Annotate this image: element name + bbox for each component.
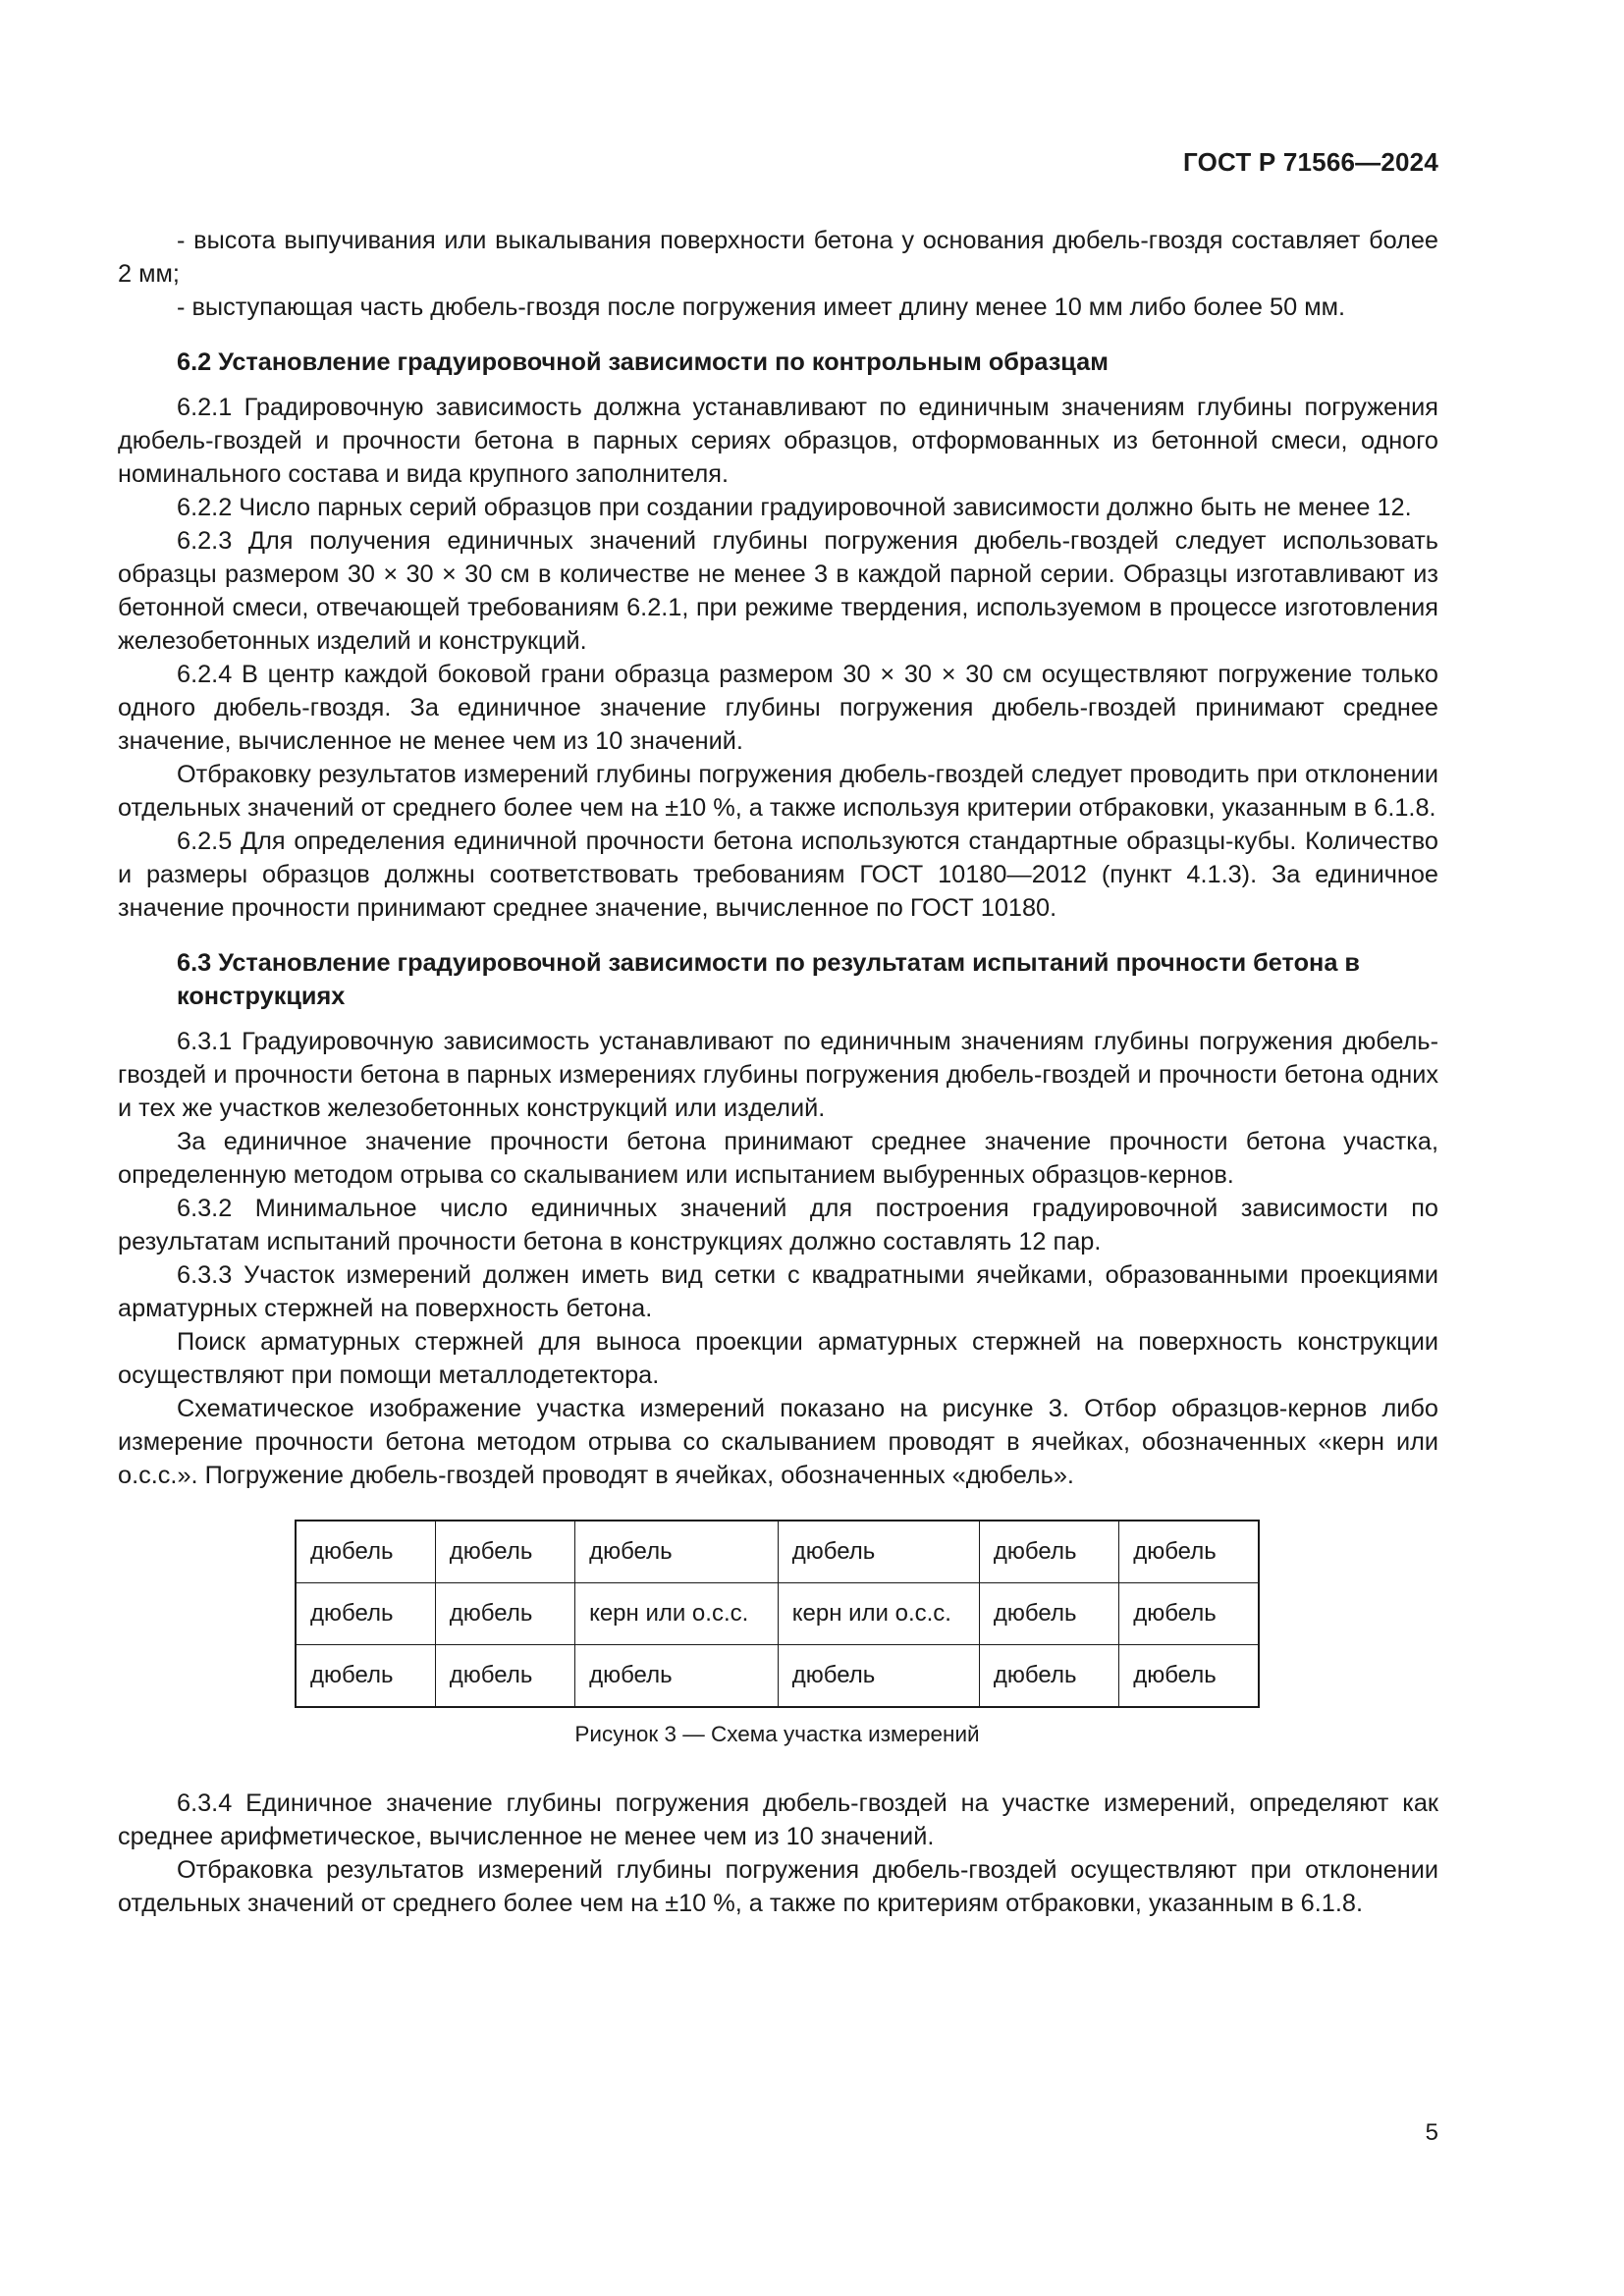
intro-item: - выступающая часть дюбель-гвоздя после погружения имеет длину менее 10 мм либо более 50 мм.	[177, 294, 1346, 321]
page-content	[118, 224, 1438, 1920]
paragraph-6-3-3: 6.3.3 Участок измерений должен иметь вид сетки с квадратными ячейками, образованными проекциями арматурных стержней на поверхность бетона.	[118, 1261, 1438, 1322]
grid-cell: дюбель	[296, 1645, 435, 1708]
paragraph-strength-value: За единичное значение прочности бетона принимают среднее значение прочности бетона участка, определенную методом отрыва со скалыванием или испытанием выбуренных образцов-кернов.	[118, 1128, 1438, 1189]
paragraph-rebar-search: Поиск арматурных стержней для выноса проекции арматурных стержней на поверхность конструкции осуществляют при помощи металлодетектора.	[118, 1328, 1438, 1389]
grid-cell: дюбель	[1119, 1583, 1259, 1645]
paragraph-6-2-5: 6.2.5 Для определения единичной прочности бетона используются стандартные образцы-кубы. Количество и размеры образцов должны соответствовать требованиям ГОСТ 10180—2012 (пункт 4.1.3). За единичное значение прочности принимают среднее значение, вычисленное по ГОСТ 10180.	[118, 828, 1438, 922]
paragraph-6-3-2: 6.3.2 Минимальное число единичных значений для построения градуировочной зависимости по результатам испытаний прочности бетона в конструкциях должно составлять 12 пар.	[118, 1195, 1438, 1255]
intro-item: - высота выпучивания или выкалывания поверхности бетона у основания дюбель-гвоздя составляет более 2 мм;	[118, 227, 1438, 288]
grid-cell: дюбель	[778, 1521, 979, 1583]
grid-cell: дюбель	[778, 1645, 979, 1708]
measurement-area-grid	[295, 1520, 1260, 1708]
grid-cell: дюбель	[435, 1521, 574, 1583]
grid-cell: дюбель	[296, 1521, 435, 1583]
figure-3	[295, 1520, 1260, 1747]
paragraph-6-3-1: 6.3.1 Градуировочную зависимость устанавливают по единичным значениям глубины погружения дюбель-гвоздей и прочности бетона в парных измерениях глубины погружения дюбель-гвоздей и прочности бетона одних и тех же участков железобетонных конструкций или изделий.	[118, 1028, 1438, 1122]
paragraph-6-3-4: 6.3.4 Единичное значение глубины погружения дюбель-гвоздей на участке измерений, определяют как среднее арифметическое, вычисленное не менее чем из 10 значений.	[118, 1789, 1438, 1850]
grid-cell: керн или о.с.с.	[778, 1583, 979, 1645]
grid-cell: дюбель	[296, 1583, 435, 1645]
grid-cell: дюбель	[1119, 1521, 1259, 1583]
section-6-3-title: 6.3 Установление градуировочной зависимости по результатам испытаний прочности бетона в конструкциях	[177, 949, 1360, 1010]
paragraph-schematic: Схематическое изображение участка измерений показано на рисунке 3. Отбор образцов-кернов либо измерение прочности бетона методом отрыва со скалыванием проводят в ячейках, обозначенных «керн или о.с.с.». Погружение дюбель-гвоздей проводят в ячейках, обозначенных «дюбель».	[118, 1395, 1438, 1489]
paragraph-6-2-4: 6.2.4 В центр каждой боковой грани образца размером 30 × 30 × 30 см осуществляют погружение только одного дюбель-гвоздя. За единичное значение глубины погружения дюбель-гвоздей принимают среднее значение, вычисленное не менее чем из 10 значений.	[118, 661, 1438, 755]
grid-cell: дюбель	[575, 1645, 779, 1708]
grid-cell: дюбель	[575, 1521, 779, 1583]
paragraph-6-2-3: 6.2.3 Для получения единичных значений глубины погружения дюбель-гвоздей следует использовать образцы размером 30 × 30 × 30 см в количестве не менее 3 в каждой парной серии. Образцы изготавливают из бетонной смеси, отвечающей требованиям 6.2.1, при режиме твердения, используемом в процессе изготовления железобетонных изделий и конструкций.	[118, 527, 1438, 655]
document-code: ГОСТ Р 71566—2024	[1183, 147, 1438, 177]
figure-caption: Рисунок 3 — Схема участка измерений	[574, 1722, 980, 1746]
grid-row	[296, 1645, 1259, 1708]
grid-cell: дюбель	[979, 1645, 1118, 1708]
grid-cell: дюбель	[435, 1645, 574, 1708]
grid-cell: дюбель	[1119, 1645, 1259, 1708]
grid-cell: керн или о.с.с.	[575, 1583, 779, 1645]
grid-row	[296, 1521, 1259, 1583]
paragraph-rejection-final: Отбраковка результатов измерений глубины погружения дюбель-гвоздей осуществляют при отклонении отдельных значений от среднего более чем на ±10 %, а также по критериям отбраковки, указанным в 6.1.8.	[118, 1856, 1438, 1917]
paragraph-6-2-1: 6.2.1 Градировочную зависимость должна устанавливают по единичным значениям глубины погружения дюбель-гвоздей и прочности бетона в парных сериях образцов, отформованных из бетонной смеси, одного номинального состава и вида крупного заполнителя.	[118, 394, 1438, 488]
section-6-2-title: 6.2 Установление градуировочной зависимости по контрольным образцам	[177, 348, 1109, 376]
page-number: 5	[1425, 2119, 1438, 2146]
grid-cell: дюбель	[979, 1521, 1118, 1583]
grid-cell: дюбель	[435, 1583, 574, 1645]
grid-cell: дюбель	[979, 1583, 1118, 1645]
grid-row	[296, 1583, 1259, 1645]
paragraph-rejection: Отбраковку результатов измерений глубины погружения дюбель-гвоздей следует проводить при отклонении отдельных значений от среднего более чем на ±10 %, а также используя критерии отбраковки, указанным в 6.1.8.	[118, 761, 1438, 822]
paragraph-6-2-2: 6.2.2 Число парных серий образцов при создании градуировочной зависимости должно быть не менее 12.	[177, 494, 1412, 521]
